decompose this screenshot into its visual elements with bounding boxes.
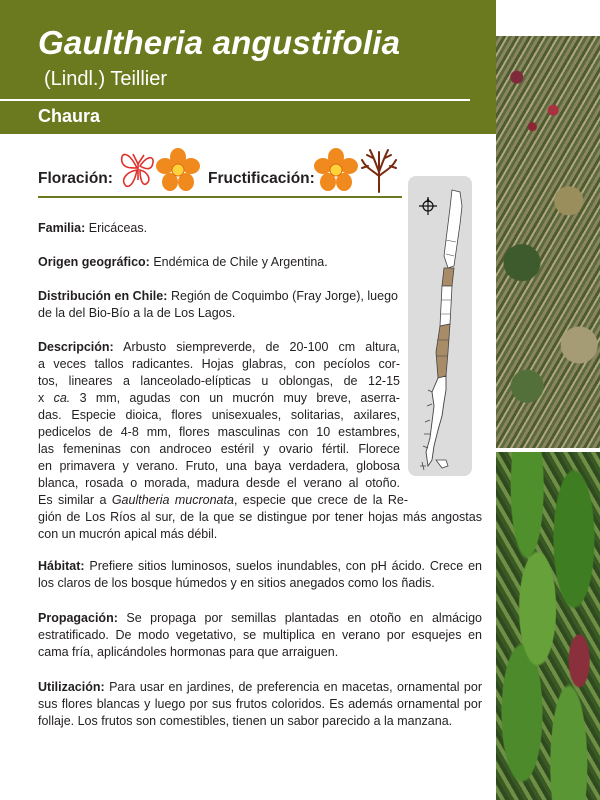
flower-icon	[156, 148, 200, 192]
butterfly-icon	[118, 146, 158, 190]
propagacion-label: Propagación:	[38, 611, 118, 625]
distribucion-label: Distribución en Chile:	[38, 289, 168, 303]
descripcion-paragraph: Descripción: Arbusto siempreverde, de 20-100 cm altura, a veces tallos radicantes. Hojas glabras, con pecíolos cor- tos, lineares a lanceolado-elípticas u oblongas, de 12-15 x ca. 3 mm, agudas con un mucrón muy breve, aserra- das. Especie dioica, flores unisexuales, solitarias, axilares, pedicelos de 4-8 mm, flores masculinas con 10 estambres, las femeninas con androceo estéril y ovario fértil. Florece en primavera y verano. Fruto, una baya verdadera, globosa blanca, rosada o morada, madura desde el verano al otoño. Es similar a Gaultheria mucronata, especie que crece de la Re- gión de Los Ríos al sur, de la que se distingue por tener hojas más angostas con un mucrón apical más débil.	[38, 340, 482, 541]
descripcion-line: con un mucrón apical más débil.	[38, 527, 218, 541]
descripcion-line: gión de Los Ríos al sur, de la que se distingue por tener hojas más angostas	[38, 510, 482, 524]
descripcion-line: en primavera y verano. Fruto, una baya verdadera, globosa	[38, 459, 400, 473]
phenology-divider	[38, 196, 402, 198]
fruiting-label: Fructificación:	[208, 170, 315, 187]
descripcion-line: Es similar a	[38, 493, 107, 507]
habitat-paragraph	[38, 558, 482, 592]
distribucion-text: Región de Coquimbo (Fray Jorge), luego de la del Bio-Bío a la de Los Lagos.	[38, 289, 398, 320]
utilizacion-paragraph	[38, 679, 482, 730]
familia-paragraph	[38, 220, 404, 237]
descripcion-label: Descripción:	[38, 340, 114, 354]
flowering-label: Floración:	[38, 170, 113, 187]
header-divider	[0, 99, 470, 101]
habitat-text: Prefiere sitios luminosos, suelos inundables, con pH ácido. Crece en los claros de los bosque húmedos y en sitios anegados como los ñadis.	[38, 559, 482, 590]
utilizacion-text: Para usar en jardines, de preferencia en macetas, ornamental por sus flores blancas y luego por sus frutos coloridos. Es además ornamental por follaje. Los frutos son comestibles, tienen un sabor parecido a la manzana.	[38, 680, 482, 728]
descripcion-ca: ca.	[53, 391, 71, 405]
descripcion-line: mm, agudas con un mucrón muy breve, aserra-	[95, 391, 400, 405]
descripcion-3: 3	[79, 391, 87, 405]
descripcion-line: pedicelos de 4-8 mm, flores masculinas con 10 estambres,	[38, 425, 400, 439]
origen-label: Origen geográfico:	[38, 255, 150, 269]
descripcion-line: blanca, rosada o morada, madura desde el verano al otoño.	[38, 476, 400, 490]
descripcion-line: tos, lineares a lanceolado-elípticas u oblongas, de 12-15	[38, 374, 400, 388]
descripcion-line: las femeninas con androceo estéril y ovario fértil. Florece	[38, 442, 400, 456]
descripcion-line: Arbusto siempreverde, de 20-100 cm altura,	[123, 340, 400, 354]
distribucion-paragraph	[38, 288, 398, 322]
familia-text: Ericáceas.	[88, 221, 148, 235]
bare-tree-icon	[358, 146, 400, 194]
plant-photo-bottom	[496, 452, 600, 800]
origen-paragraph	[38, 254, 404, 271]
habitat-label: Hábitat:	[38, 559, 85, 573]
propagacion-text: Se propaga por semillas plantadas en otoño en almácigo estratificado. De modo vegetativo, se multiplica en verano por esquejes en cama fría, aplicándoles hormonas para que arraiguen.	[38, 611, 482, 659]
descripcion-line: das. Especie dioica, flores unisexuales, solitarias, axilares,	[38, 408, 400, 422]
descripcion-line: a veces tallos radicantes. Hojas glabras, con pecíolos cor-	[38, 357, 400, 371]
flower-icon	[314, 148, 358, 192]
plant-photo-top	[496, 36, 600, 448]
compass-icon	[419, 197, 437, 215]
similar-species: Gaultheria mucronata	[111, 493, 234, 507]
descripcion-line: especie que crece de la Re-	[242, 493, 408, 507]
propagacion-paragraph	[38, 610, 482, 661]
common-name: Chaura	[38, 106, 101, 126]
scientific-name: Gaultheria angustifolia	[38, 24, 401, 61]
utilizacion-label: Utilización:	[38, 680, 105, 694]
origen-text: Endémica de Chile y Argentina.	[153, 255, 328, 269]
familia-label: Familia:	[38, 221, 86, 235]
author-name: (Lindl.) Teillier	[44, 68, 168, 90]
descripcion-x: x	[38, 391, 45, 405]
